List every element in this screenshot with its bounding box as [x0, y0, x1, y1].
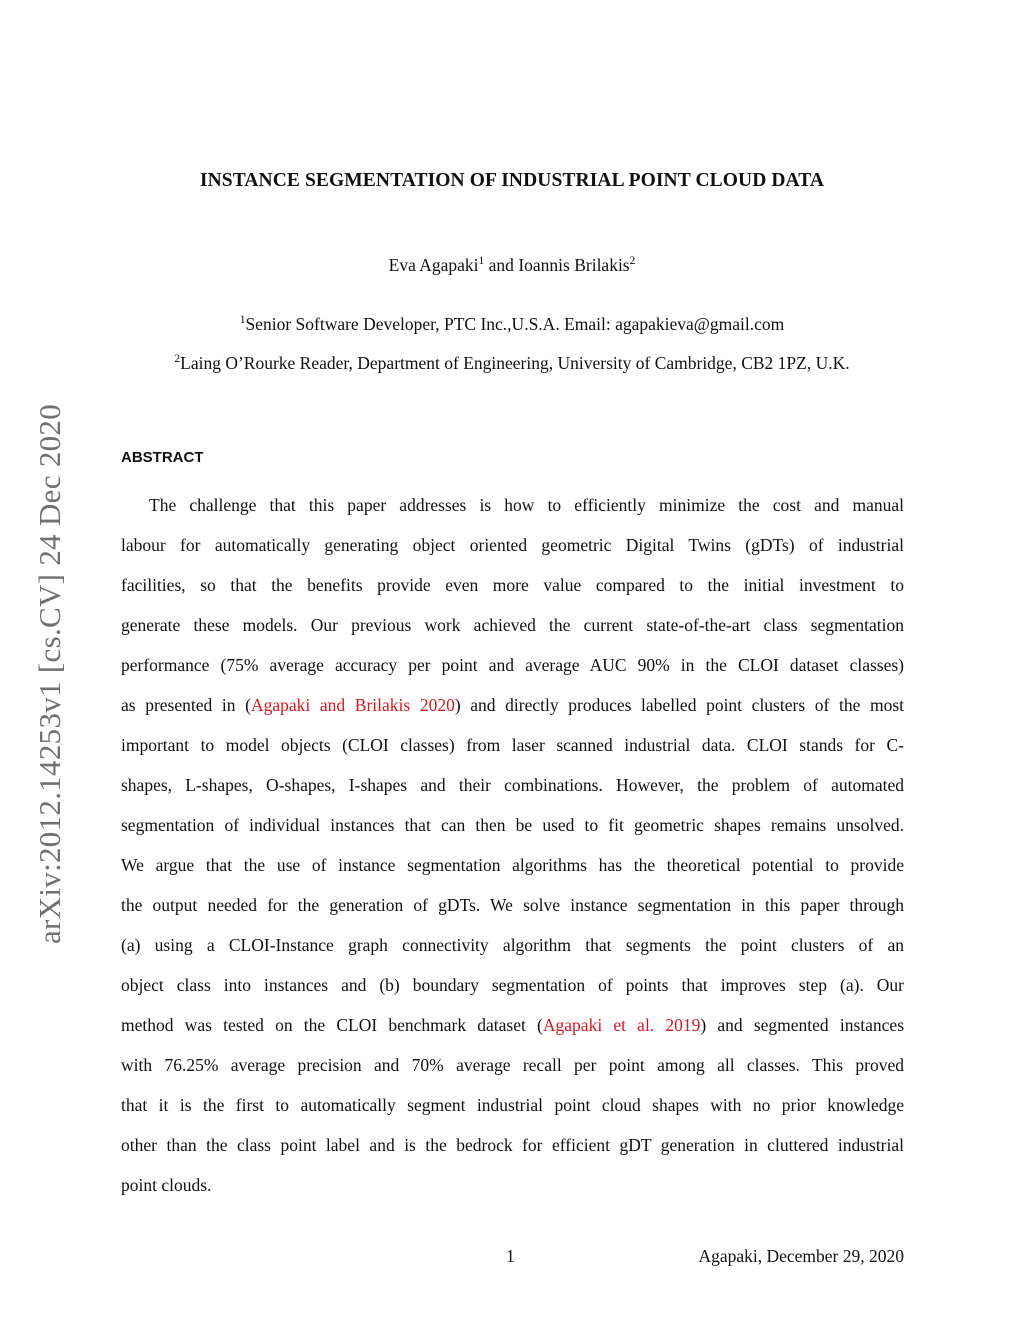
abstract-text: ) and segmented instances	[700, 1015, 905, 1035]
affiliation-mark: 2	[174, 353, 181, 366]
abstract-body	[121, 485, 904, 1205]
author-line	[0, 255, 1024, 276]
abstract-line: the output needed for the generation of gDTs. We solve instance segmentation in this paper through	[121, 895, 904, 915]
abstract-line: shapes, L-shapes, O-shapes, I-shapes and their combinations. However, the problem of automated	[121, 775, 904, 795]
abstract-line: other than the class point label and is the bedrock for efficient gDT generation in cluttered industrial	[121, 1135, 904, 1155]
abstract-text: ) and directly produces labelled point clusters of the most	[454, 695, 905, 715]
affiliation-text: Laing O’Rourke Reader, Department of Engineering, University of Cambridge, CB2 1PZ, U.K.	[180, 353, 850, 373]
author-joiner: and	[484, 255, 519, 275]
abstract-line	[121, 685, 904, 725]
abstract-line: segmentation of individual instances that can then be used to fit geometric shapes remains unsolved.	[121, 815, 904, 835]
author-affiliation-mark: 2	[629, 255, 636, 268]
abstract-line: important to model objects (CLOI classes) from laser scanned industrial data. CLOI stands for C-	[121, 735, 904, 755]
abstract-line: (a) using a CLOI-Instance graph connectivity algorithm that segments the point clusters of an	[121, 935, 904, 955]
abstract-line: generate these models. Our previous work achieved the current state-of-the-art class segmentation	[121, 615, 904, 635]
abstract-line: point clouds.	[121, 1175, 212, 1195]
abstract-line: object class into instances and (b) boundary segmentation of points that improves step (a). Our	[121, 975, 904, 995]
abstract-heading: ABSTRACT	[121, 449, 204, 466]
abstract-text: method was tested on the CLOI benchmark dataset (	[121, 1015, 543, 1035]
abstract-text: as presented in (	[121, 695, 251, 715]
affiliation-text: Senior Software Developer, PTC Inc.,U.S.A. Email: agapakieva@gmail.com	[245, 314, 785, 334]
author-name: Ioannis Brilakis	[518, 255, 630, 275]
abstract-line: with 76.25% average precision and 70% average recall per point among all classes. This proved	[121, 1055, 904, 1075]
arxiv-identifier-stamp: arXiv:2012.14253v1 [cs.CV] 24 Dec 2020	[32, 403, 67, 944]
abstract-line: labour for automatically generating object oriented geometric Digital Twins (gDTs) of industrial	[121, 535, 904, 555]
citation-link[interactable]: Agapaki et al. 2019	[542, 1015, 701, 1035]
abstract-line: The challenge that this paper addresses is how to efficiently minimize the cost and manual	[149, 495, 904, 515]
citation-link[interactable]: Agapaki and Brilakis 2020	[250, 695, 455, 715]
abstract-line: We argue that the use of instance segmentation algorithms has the theoretical potential to provide	[121, 855, 904, 875]
author-affiliation-mark: 1	[478, 255, 485, 268]
affiliation-mark: 1	[239, 314, 246, 327]
author-name: Eva Agapaki	[388, 255, 479, 275]
affiliation-1	[0, 314, 1024, 335]
abstract-line: facilities, so that the benefits provide even more value compared to the initial investment to	[121, 575, 904, 595]
abstract-line	[121, 1005, 904, 1045]
abstract-line: that it is the first to automatically segment industrial point cloud shapes with no prior knowledge	[121, 1095, 904, 1115]
page-number: 1	[506, 1246, 515, 1266]
abstract-line: performance (75% average accuracy per point and average AUC 90% in the CLOI dataset classes)	[121, 655, 904, 675]
affiliation-2	[0, 353, 1024, 374]
paper-title: INSTANCE SEGMENTATION OF INDUSTRIAL POINT CLOUD DATA	[199, 170, 825, 191]
running-footer: Agapaki, December 29, 2020	[698, 1246, 904, 1266]
